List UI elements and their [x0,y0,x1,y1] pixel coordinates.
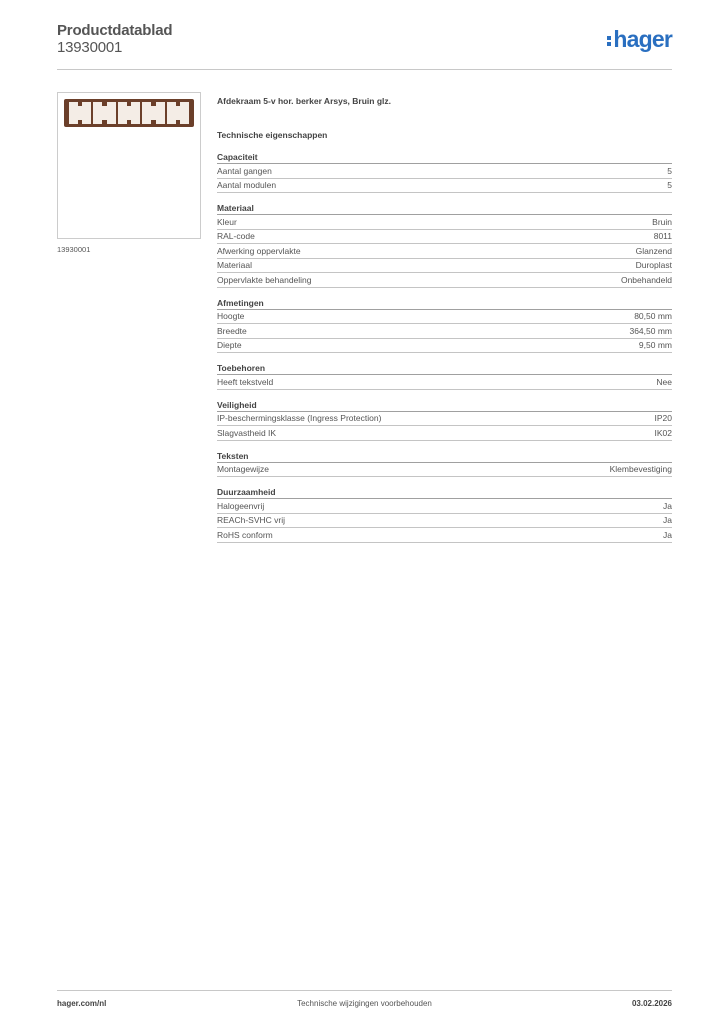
spec-row [217,179,672,194]
spec-label: Oppervlakte behandeling [217,274,312,285]
spec-row [217,324,672,339]
spec-row [217,412,672,427]
spec-value: Nee [656,376,672,387]
spec-group-title: Afmetingen [217,298,672,310]
spec-label: Hoogte [217,311,245,322]
spec-value: 9,50 mm [638,340,672,351]
spec-value: Ja [663,515,672,526]
spec-row [217,426,672,441]
spec-row [217,339,672,354]
spec-group [217,203,672,288]
spec-row [217,375,672,390]
spec-value: 80,50 mm [634,311,672,322]
spec-value: Klembevestiging [609,464,672,475]
cover-frame-illustration [64,99,194,127]
spec-group [217,487,672,543]
product-name: Afdekraam 5-v hor. berker Arsys, Bruin glz. [217,96,391,106]
spec-row [217,215,672,230]
hager-logo [607,26,672,52]
spec-label: Aantal modulen [217,180,277,191]
spec-label: Diepte [217,340,242,351]
spec-group [217,451,672,478]
spec-label: Montagewijze [217,464,269,475]
spec-label: Heeft tekstveld [217,376,274,387]
spec-row [217,244,672,259]
section-heading: Technische eigenschappen [217,130,328,140]
image-caption: 13930001 [57,245,91,254]
spec-groups [217,152,672,543]
spec-value: Ja [663,500,672,511]
spec-value: 8011 [653,231,672,242]
spec-label: Aantal gangen [217,165,272,176]
spec-value: Duroplast [635,260,672,271]
spec-row [217,310,672,325]
logo-text: hager [613,25,672,52]
spec-row [217,259,672,274]
product-image [57,92,201,239]
spec-group [217,298,672,354]
document-title: Productdatablad [57,22,173,39]
spec-group-title: Duurzaamheid [217,487,672,499]
spec-value: IP20 [654,413,672,424]
spec-value: Glanzend [635,245,672,256]
spec-row [217,514,672,529]
spec-row [217,230,672,245]
spec-label: Breedte [217,325,247,336]
spec-label: Afwerking oppervlakte [217,245,301,256]
page-header [57,22,672,70]
spec-value: 5 [667,180,672,191]
spec-value: Bruin [652,216,672,227]
spec-group-title: Materiaal [217,203,672,215]
spec-label: REACh-SVHC vrij [217,515,286,526]
spec-value: IK02 [654,427,672,438]
page-footer [57,990,672,1012]
spec-row [217,528,672,543]
spec-value: 5 [667,165,672,176]
logo-dots-icon [607,29,611,49]
spec-value: Ja [663,529,672,540]
spec-group-title: Teksten [217,451,672,463]
spec-group [217,400,672,441]
spec-label: RoHS conform [217,529,273,540]
footer-website[interactable]: hager.com/nl [57,999,107,1008]
spec-label: Kleur [217,216,237,227]
spec-group-title: Capaciteit [217,152,672,164]
document-number: 13930001 [57,39,123,56]
spec-row [217,463,672,478]
spec-group [217,363,672,390]
spec-label: IP-beschermingsklasse (Ingress Protection) [217,413,382,424]
spec-value: Onbehandeld [620,274,672,285]
spec-row [217,273,672,288]
spec-value: 364,50 mm [629,325,672,336]
spec-row [217,499,672,514]
spec-label: Halogeenvrij [217,500,265,511]
spec-row [217,164,672,179]
spec-group [217,152,672,193]
spec-group-title: Toebehoren [217,363,672,375]
footer-disclaimer: Technische wijzigingen voorbehouden [297,999,432,1008]
spec-label: RAL-code [217,231,255,242]
footer-date: 03.02.2026 [631,999,672,1008]
spec-label: Materiaal [217,260,252,271]
spec-group-title: Veiligheid [217,400,672,412]
specifications [217,96,672,543]
spec-label: Slagvastheid IK [217,427,277,438]
